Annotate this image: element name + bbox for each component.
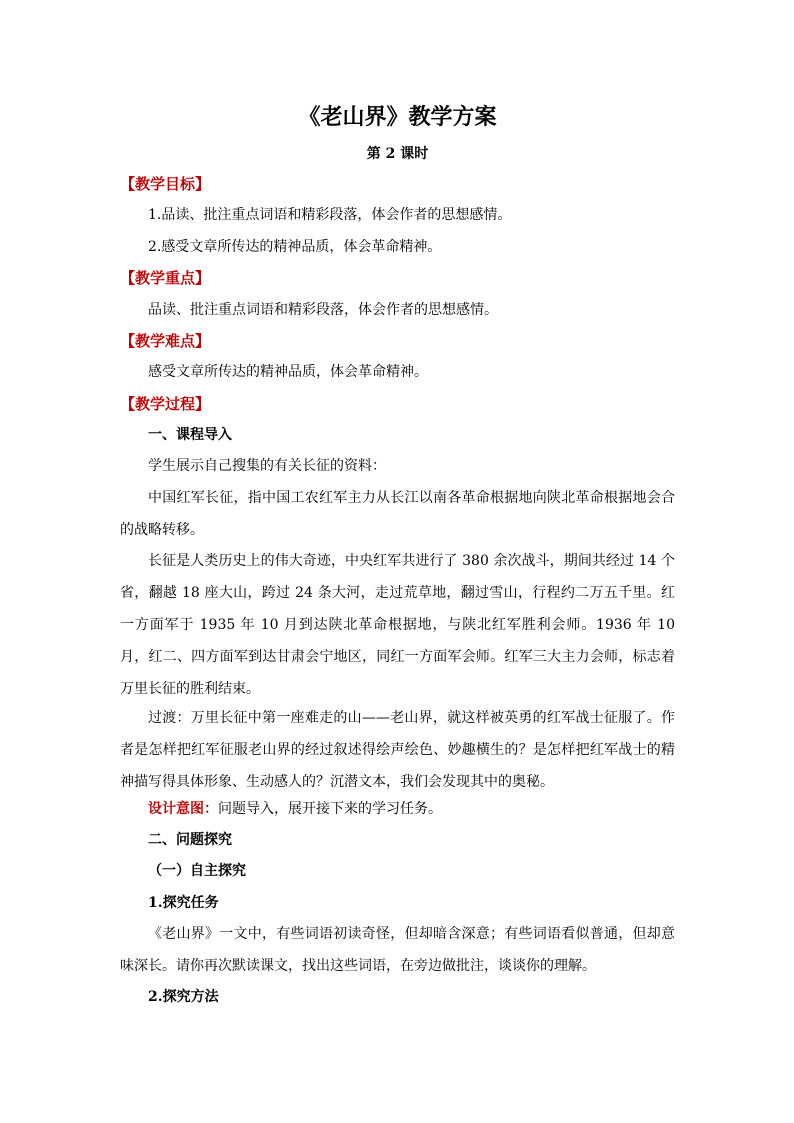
part1-intro: 学生展示自己搜集的有关长征的资料： — [148, 458, 386, 474]
section-heading-objectives: 【教学目标】 — [120, 175, 211, 193]
objective-item-2: 2.感受文章所传达的精神品质，体会革命精神。 — [148, 239, 442, 255]
objective-item-1: 1.品读、批注重点词语和精彩段落，体会作者的思想感情。 — [148, 207, 512, 223]
part2-subheading-self-study: （一）自主探究 — [148, 863, 246, 879]
section-heading-process: 【教学过程】 — [120, 395, 211, 413]
part1-heading: 一、课程导入 — [148, 427, 232, 443]
difficulties-text: 感受文章所传达的精神品质，体会革命精神。 — [148, 364, 428, 380]
key-points-text: 品读、批注重点词语和精彩段落，体会作者的思想感情。 — [148, 302, 498, 318]
part2-heading: 二、问题探究 — [148, 832, 232, 848]
task-heading: 1.探究任务 — [148, 895, 219, 911]
design-intent — [148, 798, 442, 820]
paragraph-task: 《老山界》一文中，有些词语初读奇怪，但却暗含深意；有些词语看似普通，但却意味深长。请你再次默读课文，找出这些词语，在旁边做批注，谈谈你的理解。 — [120, 926, 675, 974]
lesson-period: 第 2 课时 — [366, 146, 429, 162]
document-page — [120, 0, 675, 1123]
paragraph-transition: 过渡：万里长征中第一座难走的山——老山界，就这样被英勇的红军战士征服了。作者是怎样把红军征服老山界的经过叙述得绘声绘色、妙趣横生的？是怎样把红军战士的精神描写得具体形象、生动感人的？沉潜文本，我们会发现其中的奥秘。 — [120, 710, 675, 790]
paragraph-long-march-definition: 中国红军长征，指中国工农红军主力从长江以南各革命根据地向陕北革命根据地会合的战略转移。 — [120, 490, 675, 538]
paragraph-long-march-facts: 长征是人类历史上的伟大奇迹，中央红军共进行了 380 余次战斗，期间共经过 14 个省，翻越 18 座大山，跨过 24 条大河，走过荒草地，翻过雪山，行程约二万五千里。红一方面军于 1935 年 10 月到达陕北革命根据地，与陕北红军胜利会师。1936 年 10 月，红二、四方面军到达甘肃会宁地区，同红一方面军会师。红军三大主力会师，标志着万里长征的胜利结束。 — [120, 553, 675, 697]
section-heading-key-points: 【教学重点】 — [120, 269, 211, 287]
section-heading-difficulties: 【教学难点】 — [120, 332, 211, 350]
method-heading: 2.探究方法 — [148, 989, 219, 1005]
document-title: 《老山界》教学方案 — [298, 104, 497, 130]
design-intent-label: 设计意图： — [148, 801, 218, 817]
design-intent-text: 问题导入，展开接下来的学习任务。 — [218, 801, 442, 817]
